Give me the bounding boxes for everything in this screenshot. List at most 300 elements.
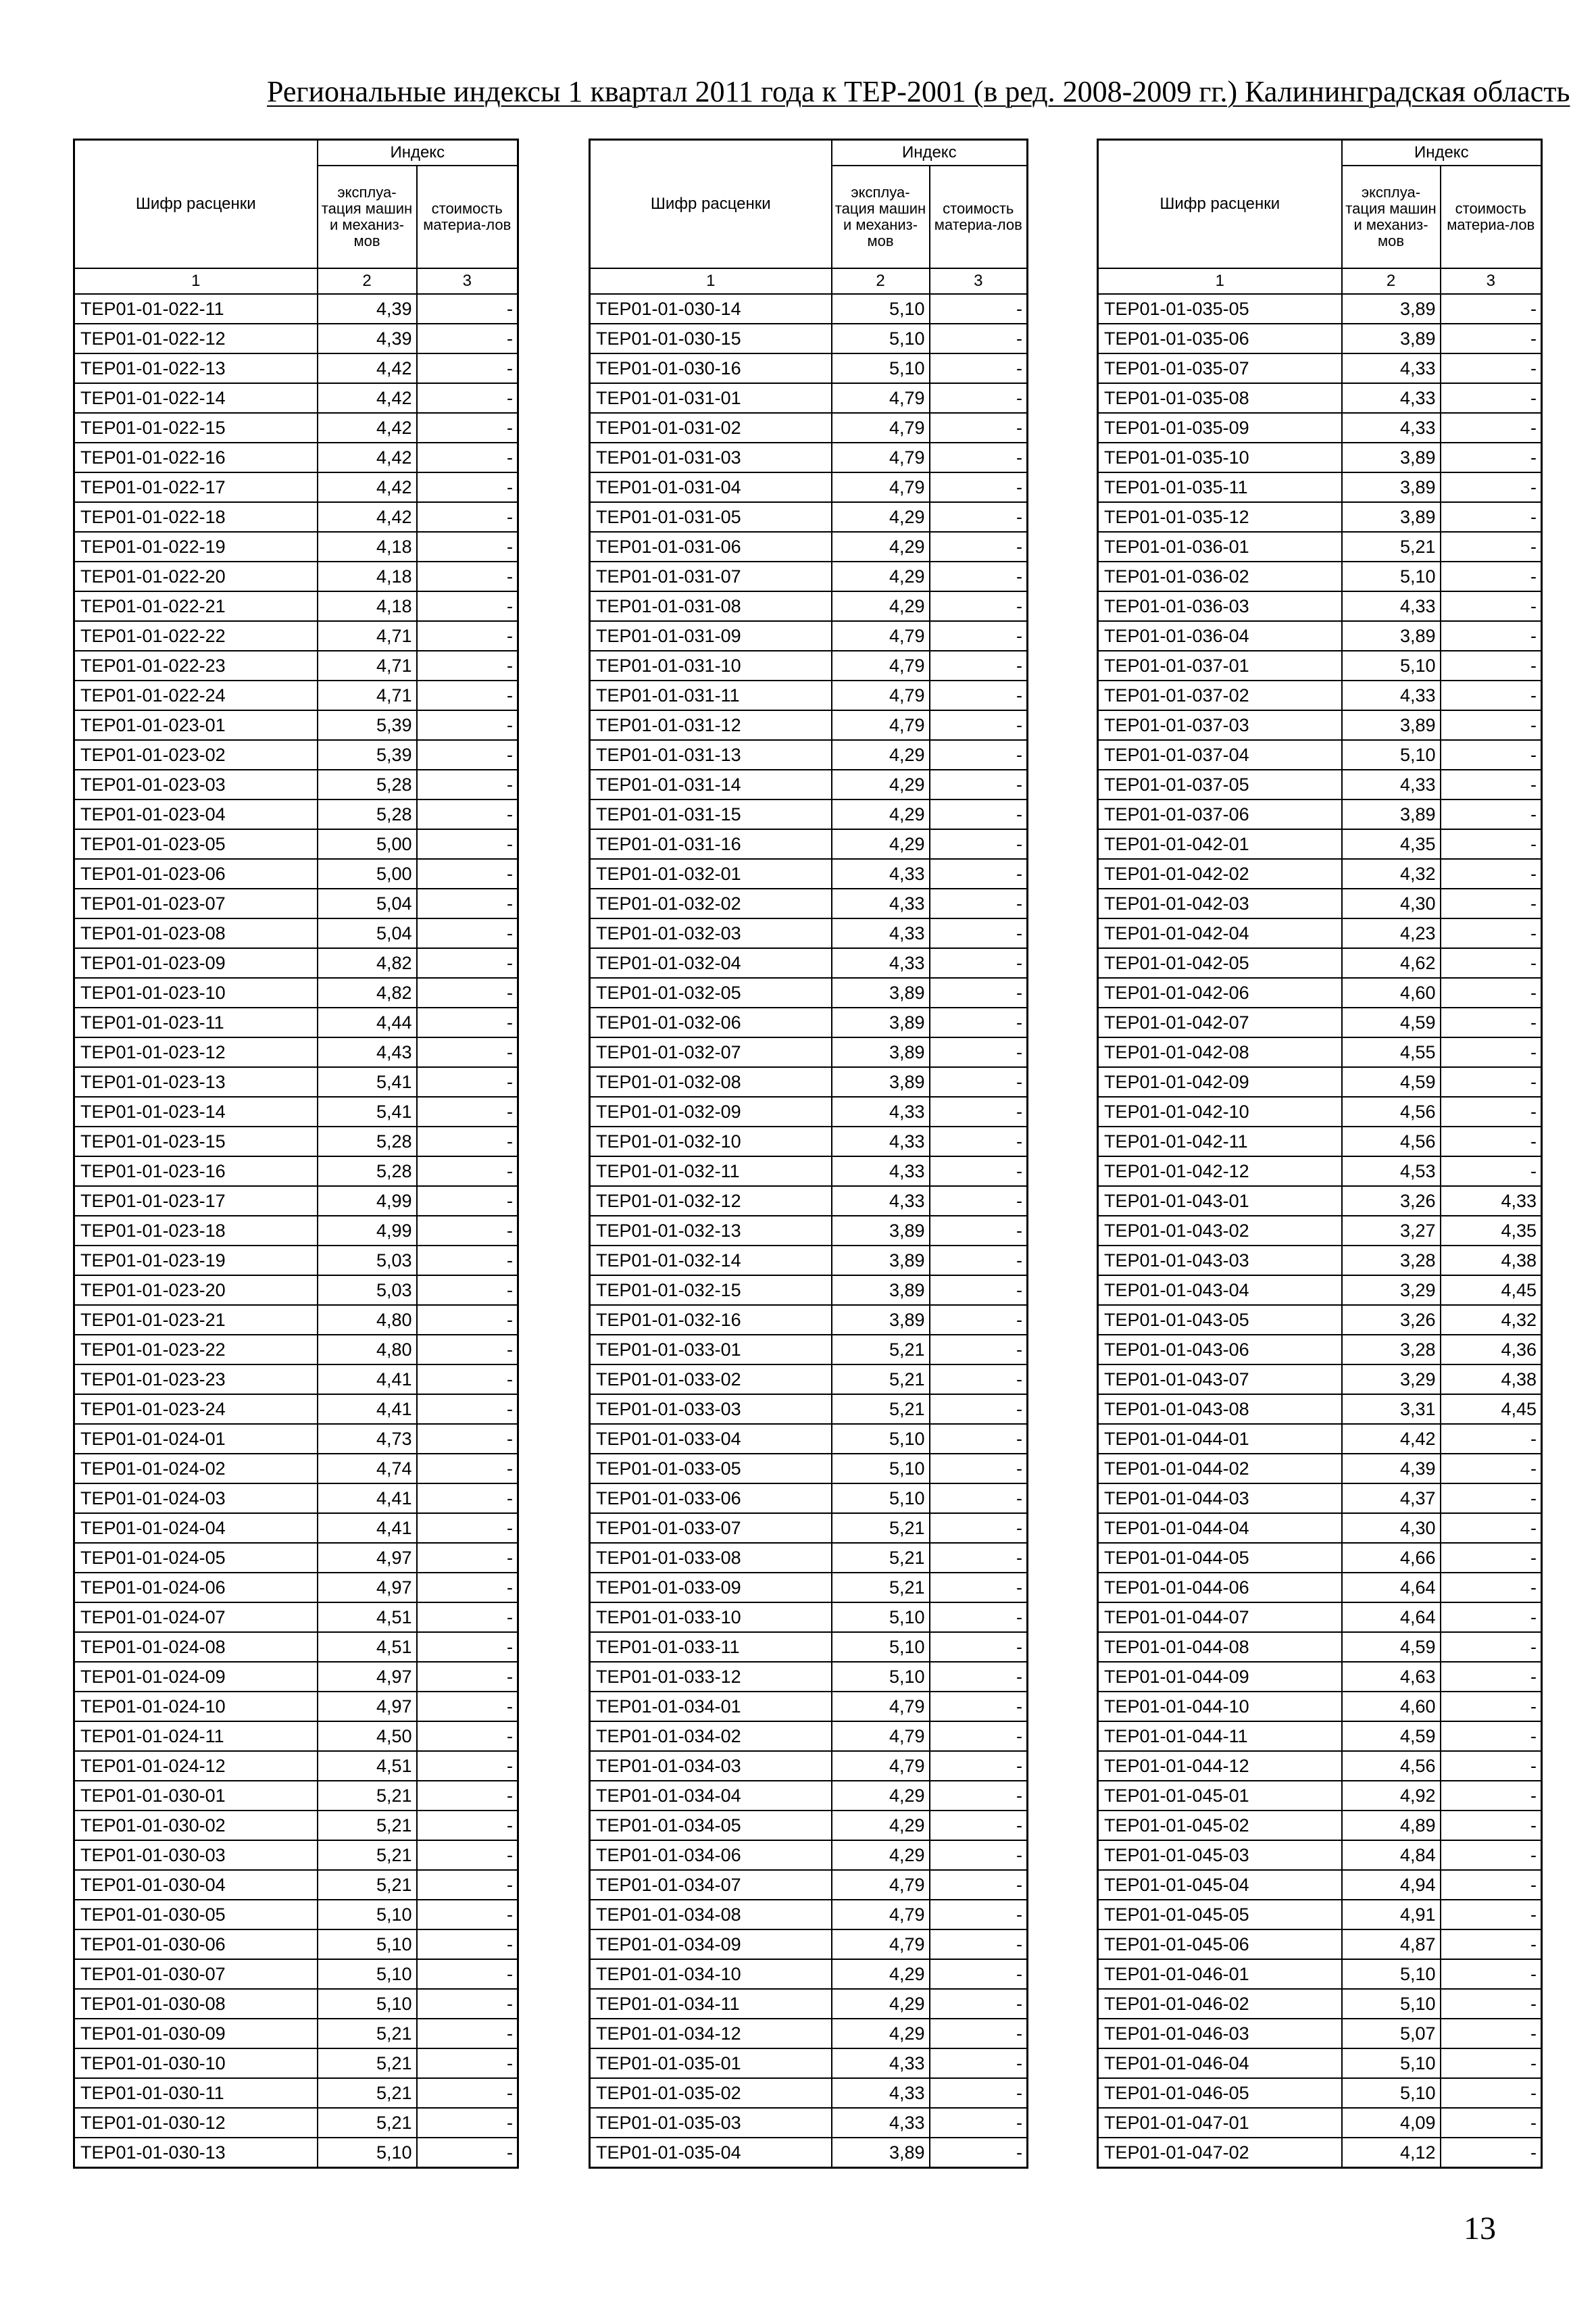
table-row bbox=[590, 1156, 1028, 1186]
table-row bbox=[74, 1811, 518, 1840]
materials-index-cell: - bbox=[417, 1662, 518, 1692]
rate-code-cell: ТЕР01-01-024-06 bbox=[74, 1573, 318, 1602]
table-row bbox=[590, 2078, 1028, 2108]
table-row bbox=[74, 859, 518, 889]
machines-index-cell: 4,29 bbox=[832, 1989, 930, 2019]
table-row bbox=[1098, 1632, 1542, 1662]
machines-index-cell: 5,21 bbox=[318, 2019, 417, 2048]
materials-index-cell: - bbox=[417, 591, 518, 621]
table-row bbox=[1098, 651, 1542, 681]
materials-index-cell: - bbox=[1441, 1870, 1542, 1900]
machines-index-cell: 5,21 bbox=[1342, 532, 1441, 562]
machines-index-cell: 4,66 bbox=[1342, 1543, 1441, 1573]
machines-index-cell: 5,04 bbox=[318, 889, 417, 918]
rate-code-cell: ТЕР01-01-043-05 bbox=[1098, 1305, 1342, 1335]
rate-code-cell: ТЕР01-01-022-12 bbox=[74, 324, 318, 353]
table-row bbox=[590, 740, 1028, 770]
rate-code-cell: ТЕР01-01-023-23 bbox=[74, 1364, 318, 1394]
machines-index-cell: 4,33 bbox=[832, 859, 930, 889]
rate-code-cell: ТЕР01-01-031-03 bbox=[590, 443, 832, 472]
materials-index-cell: - bbox=[1441, 1008, 1542, 1037]
materials-index-cell: - bbox=[417, 1127, 518, 1156]
table-row bbox=[590, 562, 1028, 591]
machines-index-cell: 4,53 bbox=[1342, 1156, 1441, 1186]
materials-index-cell: 4,33 bbox=[1441, 1186, 1542, 1216]
rate-code-cell: ТЕР01-01-023-05 bbox=[74, 829, 318, 859]
table-row bbox=[1098, 1989, 1542, 2019]
machines-index-cell: 4,82 bbox=[318, 948, 417, 978]
machines-index-cell: 4,42 bbox=[318, 502, 417, 532]
table-row bbox=[74, 799, 518, 829]
table-row bbox=[74, 1483, 518, 1513]
materials-index-cell: - bbox=[930, 1008, 1028, 1037]
machines-index-cell: 5,10 bbox=[1342, 1959, 1441, 1989]
table-row bbox=[74, 1751, 518, 1781]
materials-index-cell: - bbox=[930, 294, 1028, 324]
materials-index-cell: - bbox=[930, 1335, 1028, 1364]
rate-code-cell: ТЕР01-01-030-16 bbox=[590, 353, 832, 383]
materials-index-cell: - bbox=[1441, 1989, 1542, 2019]
rate-code-cell: ТЕР01-01-042-11 bbox=[1098, 1127, 1342, 1156]
table-row bbox=[1098, 1037, 1542, 1067]
materials-index-cell: - bbox=[1441, 1840, 1542, 1870]
materials-index-cell: - bbox=[930, 532, 1028, 562]
table-row bbox=[1098, 740, 1542, 770]
header-col-number: 3 bbox=[1441, 268, 1542, 294]
materials-index-cell: - bbox=[417, 2019, 518, 2048]
rate-code-cell: ТЕР01-01-034-02 bbox=[590, 1721, 832, 1751]
table-row bbox=[590, 1364, 1028, 1394]
header-code: Шифр расценки bbox=[74, 140, 318, 269]
rate-code-cell: ТЕР01-01-044-12 bbox=[1098, 1751, 1342, 1781]
materials-index-cell: - bbox=[1441, 889, 1542, 918]
materials-index-cell: - bbox=[417, 324, 518, 353]
machines-index-cell: 5,10 bbox=[832, 353, 930, 383]
rate-code-cell: ТЕР01-01-034-03 bbox=[590, 1751, 832, 1781]
rate-code-cell: ТЕР01-01-022-18 bbox=[74, 502, 318, 532]
rate-code-cell: ТЕР01-01-034-10 bbox=[590, 1959, 832, 1989]
machines-index-cell: 4,79 bbox=[832, 472, 930, 502]
machines-index-cell: 4,29 bbox=[832, 1781, 930, 1811]
machines-index-cell: 4,43 bbox=[318, 1037, 417, 1067]
table-row bbox=[74, 681, 518, 710]
table-row bbox=[590, 1781, 1028, 1811]
machines-index-cell: 4,74 bbox=[318, 1454, 417, 1483]
table-row bbox=[590, 889, 1028, 918]
machines-index-cell: 5,21 bbox=[832, 1394, 930, 1424]
materials-index-cell: - bbox=[1441, 1900, 1542, 1929]
machines-index-cell: 4,79 bbox=[832, 651, 930, 681]
rate-code-cell: ТЕР01-01-024-03 bbox=[74, 1483, 318, 1513]
machines-index-cell: 4,18 bbox=[318, 591, 417, 621]
table-row bbox=[590, 1662, 1028, 1692]
rate-code-cell: ТЕР01-01-023-03 bbox=[74, 770, 318, 799]
machines-index-cell: 4,33 bbox=[1342, 413, 1441, 443]
rate-code-cell: ТЕР01-01-023-08 bbox=[74, 918, 318, 948]
machines-index-cell: 5,10 bbox=[318, 1900, 417, 1929]
rates-table-2 bbox=[589, 139, 1028, 2169]
machines-index-cell: 5,04 bbox=[318, 918, 417, 948]
rate-code-cell: ТЕР01-01-045-02 bbox=[1098, 1811, 1342, 1840]
materials-index-cell: - bbox=[930, 2108, 1028, 2138]
materials-index-cell: - bbox=[1441, 324, 1542, 353]
table-row bbox=[590, 1632, 1028, 1662]
materials-index-cell: 4,32 bbox=[1441, 1305, 1542, 1335]
rate-code-cell: ТЕР01-01-022-19 bbox=[74, 532, 318, 562]
rate-code-cell: ТЕР01-01-023-13 bbox=[74, 1067, 318, 1097]
materials-index-cell: - bbox=[930, 2138, 1028, 2168]
table-row bbox=[590, 324, 1028, 353]
rate-code-cell: ТЕР01-01-030-09 bbox=[74, 2019, 318, 2048]
materials-index-cell: - bbox=[417, 1364, 518, 1394]
materials-index-cell: - bbox=[930, 1424, 1028, 1454]
machines-index-cell: 4,79 bbox=[832, 1692, 930, 1721]
table-row bbox=[1098, 918, 1542, 948]
materials-index-cell: - bbox=[1441, 383, 1542, 413]
rate-code-cell: ТЕР01-01-030-08 bbox=[74, 1989, 318, 2019]
machines-index-cell: 4,29 bbox=[832, 532, 930, 562]
rate-code-cell: ТЕР01-01-043-01 bbox=[1098, 1186, 1342, 1216]
machines-index-cell: 4,97 bbox=[318, 1662, 417, 1692]
table-row bbox=[590, 621, 1028, 651]
rate-code-cell: ТЕР01-01-032-04 bbox=[590, 948, 832, 978]
machines-index-cell: 4,30 bbox=[1342, 1513, 1441, 1543]
materials-index-cell: - bbox=[417, 1929, 518, 1959]
rate-code-cell: ТЕР01-01-022-15 bbox=[74, 413, 318, 443]
table-row bbox=[590, 502, 1028, 532]
table-row bbox=[74, 621, 518, 651]
machines-index-cell: 5,10 bbox=[832, 1662, 930, 1692]
rates-table-1 bbox=[73, 139, 519, 2169]
materials-index-cell: - bbox=[930, 1067, 1028, 1097]
rate-code-cell: ТЕР01-01-024-04 bbox=[74, 1513, 318, 1543]
machines-index-cell: 5,28 bbox=[318, 1156, 417, 1186]
header-materials: стоимость материа-лов bbox=[1441, 166, 1542, 268]
machines-index-cell: 3,29 bbox=[1342, 1275, 1441, 1305]
materials-index-cell: - bbox=[930, 651, 1028, 681]
table-row bbox=[1098, 1929, 1542, 1959]
table-row bbox=[1098, 562, 1542, 591]
materials-index-cell: - bbox=[417, 799, 518, 829]
materials-index-cell: - bbox=[930, 1543, 1028, 1573]
table-row bbox=[74, 294, 518, 324]
machines-index-cell: 4,41 bbox=[318, 1483, 417, 1513]
materials-index-cell: - bbox=[417, 413, 518, 443]
materials-index-cell: - bbox=[417, 1305, 518, 1335]
machines-index-cell: 4,18 bbox=[318, 532, 417, 562]
table-row bbox=[590, 353, 1028, 383]
machines-index-cell: 3,89 bbox=[1342, 443, 1441, 472]
materials-index-cell: - bbox=[417, 1602, 518, 1632]
machines-index-cell: 4,41 bbox=[318, 1364, 417, 1394]
materials-index-cell: - bbox=[930, 710, 1028, 740]
rate-code-cell: ТЕР01-01-035-07 bbox=[1098, 353, 1342, 383]
materials-index-cell: - bbox=[930, 978, 1028, 1008]
table-row bbox=[74, 1632, 518, 1662]
materials-index-cell: - bbox=[417, 1721, 518, 1751]
rate-code-cell: ТЕР01-01-033-10 bbox=[590, 1602, 832, 1632]
table-row bbox=[74, 1097, 518, 1127]
machines-index-cell: 4,33 bbox=[832, 2078, 930, 2108]
table-row bbox=[1098, 1216, 1542, 1246]
materials-index-cell: - bbox=[930, 562, 1028, 591]
machines-index-cell: 3,28 bbox=[1342, 1335, 1441, 1364]
rate-code-cell: ТЕР01-01-022-16 bbox=[74, 443, 318, 472]
table-row bbox=[590, 1929, 1028, 1959]
table-row bbox=[590, 681, 1028, 710]
materials-index-cell: - bbox=[930, 2048, 1028, 2078]
table-row bbox=[590, 829, 1028, 859]
table-row bbox=[74, 1364, 518, 1394]
materials-index-cell: - bbox=[417, 621, 518, 651]
header-col-number: 1 bbox=[590, 268, 832, 294]
table-row bbox=[1098, 383, 1542, 413]
rate-code-cell: ТЕР01-01-036-02 bbox=[1098, 562, 1342, 591]
machines-index-cell: 5,41 bbox=[318, 1097, 417, 1127]
table-row bbox=[74, 2019, 518, 2048]
rate-code-cell: ТЕР01-01-037-04 bbox=[1098, 740, 1342, 770]
header-machines: эксплуа-тация машин и механиз-мов bbox=[1342, 166, 1441, 268]
table-row bbox=[590, 1067, 1028, 1097]
table-row bbox=[1098, 1513, 1542, 1543]
materials-index-cell: - bbox=[417, 651, 518, 681]
machines-index-cell: 4,42 bbox=[1342, 1424, 1441, 1454]
rate-code-cell: ТЕР01-01-022-23 bbox=[74, 651, 318, 681]
rate-code-cell: ТЕР01-01-022-20 bbox=[74, 562, 318, 591]
machines-index-cell: 4,79 bbox=[832, 413, 930, 443]
table-row bbox=[1098, 324, 1542, 353]
materials-index-cell: - bbox=[930, 2078, 1028, 2108]
rates-table-3 bbox=[1097, 139, 1543, 2169]
table-row bbox=[1098, 1781, 1542, 1811]
rate-code-cell: ТЕР01-01-043-08 bbox=[1098, 1394, 1342, 1424]
rate-code-cell: ТЕР01-01-037-05 bbox=[1098, 770, 1342, 799]
rate-code-cell: ТЕР01-01-035-11 bbox=[1098, 472, 1342, 502]
rate-code-cell: ТЕР01-01-033-11 bbox=[590, 1632, 832, 1662]
table-row bbox=[590, 1275, 1028, 1305]
table-row bbox=[590, 1008, 1028, 1037]
table-row bbox=[590, 1216, 1028, 1246]
materials-index-cell: - bbox=[930, 1483, 1028, 1513]
machines-index-cell: 5,39 bbox=[318, 740, 417, 770]
materials-index-cell: - bbox=[1441, 1692, 1542, 1721]
rate-code-cell: ТЕР01-01-023-16 bbox=[74, 1156, 318, 1186]
table-row bbox=[74, 651, 518, 681]
table-row bbox=[590, 1870, 1028, 1900]
table-row bbox=[1098, 1483, 1542, 1513]
machines-index-cell: 4,79 bbox=[832, 710, 930, 740]
materials-index-cell: - bbox=[1441, 2078, 1542, 2108]
table-row bbox=[1098, 1959, 1542, 1989]
machines-index-cell: 5,21 bbox=[318, 1840, 417, 1870]
materials-index-cell: - bbox=[1441, 1513, 1542, 1543]
rate-code-cell: ТЕР01-01-023-22 bbox=[74, 1335, 318, 1364]
table-row bbox=[1098, 443, 1542, 472]
materials-index-cell: - bbox=[930, 1781, 1028, 1811]
machines-index-cell: 5,10 bbox=[1342, 740, 1441, 770]
table-row bbox=[1098, 1573, 1542, 1602]
rate-code-cell: ТЕР01-01-035-02 bbox=[590, 2078, 832, 2108]
table-row bbox=[74, 472, 518, 502]
table-row bbox=[590, 1602, 1028, 1632]
materials-index-cell: - bbox=[1441, 948, 1542, 978]
materials-index-cell: - bbox=[417, 918, 518, 948]
materials-index-cell: - bbox=[930, 1959, 1028, 1989]
materials-index-cell: - bbox=[930, 1364, 1028, 1394]
machines-index-cell: 4,29 bbox=[832, 1840, 930, 1870]
machines-index-cell: 4,44 bbox=[318, 1008, 417, 1037]
rate-code-cell: ТЕР01-01-030-02 bbox=[74, 1811, 318, 1840]
table-row bbox=[1098, 1870, 1542, 1900]
materials-index-cell: - bbox=[417, 1840, 518, 1870]
rate-code-cell: ТЕР01-01-043-03 bbox=[1098, 1246, 1342, 1275]
table-row bbox=[590, 532, 1028, 562]
machines-index-cell: 4,29 bbox=[832, 829, 930, 859]
rate-code-cell: ТЕР01-01-024-11 bbox=[74, 1721, 318, 1751]
table-row bbox=[1098, 1602, 1542, 1632]
materials-index-cell: - bbox=[1441, 740, 1542, 770]
table-row bbox=[74, 1959, 518, 1989]
rate-code-cell: ТЕР01-01-035-08 bbox=[1098, 383, 1342, 413]
machines-index-cell: 5,28 bbox=[318, 799, 417, 829]
rate-code-cell: ТЕР01-01-042-03 bbox=[1098, 889, 1342, 918]
materials-index-cell: - bbox=[1441, 472, 1542, 502]
rate-code-cell: ТЕР01-01-031-14 bbox=[590, 770, 832, 799]
machines-index-cell: 5,21 bbox=[318, 2048, 417, 2078]
table-row bbox=[590, 1246, 1028, 1275]
machines-index-cell: 5,10 bbox=[832, 294, 930, 324]
machines-index-cell: 4,39 bbox=[318, 324, 417, 353]
rate-code-cell: ТЕР01-01-032-16 bbox=[590, 1305, 832, 1335]
machines-index-cell: 4,56 bbox=[1342, 1127, 1441, 1156]
machines-index-cell: 5,10 bbox=[1342, 651, 1441, 681]
materials-index-cell: - bbox=[1441, 353, 1542, 383]
table-row bbox=[590, 443, 1028, 472]
table-row bbox=[74, 353, 518, 383]
materials-index-cell: - bbox=[1441, 502, 1542, 532]
materials-index-cell: - bbox=[417, 948, 518, 978]
materials-index-cell: - bbox=[930, 1394, 1028, 1424]
materials-index-cell: - bbox=[417, 1156, 518, 1186]
machines-index-cell: 4,50 bbox=[318, 1721, 417, 1751]
machines-index-cell: 5,21 bbox=[832, 1513, 930, 1543]
table-row bbox=[590, 1900, 1028, 1929]
rate-code-cell: ТЕР01-01-022-24 bbox=[74, 681, 318, 710]
rate-code-cell: ТЕР01-01-043-06 bbox=[1098, 1335, 1342, 1364]
machines-index-cell: 5,10 bbox=[1342, 1989, 1441, 2019]
materials-index-cell: - bbox=[1441, 1483, 1542, 1513]
machines-index-cell: 4,33 bbox=[832, 918, 930, 948]
machines-index-cell: 4,80 bbox=[318, 1305, 417, 1335]
table-row bbox=[74, 889, 518, 918]
machines-index-cell: 4,29 bbox=[832, 1811, 930, 1840]
table-row bbox=[590, 294, 1028, 324]
machines-index-cell: 4,33 bbox=[832, 948, 930, 978]
materials-index-cell: - bbox=[930, 889, 1028, 918]
machines-index-cell: 4,80 bbox=[318, 1335, 417, 1364]
materials-index-cell: - bbox=[1441, 1721, 1542, 1751]
machines-index-cell: 4,33 bbox=[1342, 770, 1441, 799]
table-row bbox=[74, 710, 518, 740]
rate-code-cell: ТЕР01-01-030-05 bbox=[74, 1900, 318, 1929]
table-row bbox=[74, 1305, 518, 1335]
table-row bbox=[590, 2138, 1028, 2168]
machines-index-cell: 4,29 bbox=[832, 770, 930, 799]
table-row bbox=[1098, 1097, 1542, 1127]
materials-index-cell: - bbox=[1441, 1929, 1542, 1959]
table-row bbox=[1098, 1811, 1542, 1840]
machines-index-cell: 4,79 bbox=[832, 383, 930, 413]
rate-code-cell: ТЕР01-01-034-07 bbox=[590, 1870, 832, 1900]
materials-index-cell: - bbox=[1441, 1811, 1542, 1840]
materials-index-cell: - bbox=[1441, 413, 1542, 443]
materials-index-cell: - bbox=[417, 1186, 518, 1216]
materials-index-cell: - bbox=[417, 1275, 518, 1305]
table-row bbox=[74, 1929, 518, 1959]
table-row bbox=[1098, 1454, 1542, 1483]
machines-index-cell: 4,18 bbox=[318, 562, 417, 591]
machines-index-cell: 4,35 bbox=[1342, 829, 1441, 859]
machines-index-cell: 5,41 bbox=[318, 1067, 417, 1097]
machines-index-cell: 4,42 bbox=[318, 443, 417, 472]
table-row bbox=[74, 443, 518, 472]
table-row bbox=[74, 1156, 518, 1186]
materials-index-cell: - bbox=[417, 1037, 518, 1067]
materials-index-cell: - bbox=[930, 1602, 1028, 1632]
materials-index-cell: 4,38 bbox=[1441, 1364, 1542, 1394]
machines-index-cell: 5,10 bbox=[832, 1454, 930, 1483]
rate-code-cell: ТЕР01-01-036-03 bbox=[1098, 591, 1342, 621]
machines-index-cell: 4,92 bbox=[1342, 1781, 1441, 1811]
table-row bbox=[590, 1721, 1028, 1751]
header-materials: стоимость материа-лов bbox=[417, 166, 518, 268]
table-row bbox=[74, 2138, 518, 2168]
machines-index-cell: 4,79 bbox=[832, 621, 930, 651]
machines-index-cell: 4,79 bbox=[832, 1929, 930, 1959]
machines-index-cell: 4,33 bbox=[832, 1097, 930, 1127]
rate-code-cell: ТЕР01-01-023-18 bbox=[74, 1216, 318, 1246]
materials-index-cell: - bbox=[930, 1305, 1028, 1335]
materials-index-cell: - bbox=[417, 532, 518, 562]
table-row bbox=[74, 918, 518, 948]
materials-index-cell: - bbox=[417, 1483, 518, 1513]
materials-index-cell: - bbox=[1441, 681, 1542, 710]
materials-index-cell: - bbox=[1441, 1543, 1542, 1573]
rate-code-cell: ТЕР01-01-044-09 bbox=[1098, 1662, 1342, 1692]
rate-code-cell: ТЕР01-01-042-06 bbox=[1098, 978, 1342, 1008]
rate-code-cell: ТЕР01-01-037-02 bbox=[1098, 681, 1342, 710]
rate-code-cell: ТЕР01-01-031-15 bbox=[590, 799, 832, 829]
machines-index-cell: 4,97 bbox=[318, 1573, 417, 1602]
materials-index-cell: - bbox=[417, 1900, 518, 1929]
rate-code-cell: ТЕР01-01-030-14 bbox=[590, 294, 832, 324]
rate-code-cell: ТЕР01-01-030-11 bbox=[74, 2078, 318, 2108]
machines-index-cell: 4,09 bbox=[1342, 2108, 1441, 2138]
table-row bbox=[74, 383, 518, 413]
table-row bbox=[1098, 1424, 1542, 1454]
rate-code-cell: ТЕР01-01-032-12 bbox=[590, 1186, 832, 1216]
rate-code-cell: ТЕР01-01-024-10 bbox=[74, 1692, 318, 1721]
header-col-number: 3 bbox=[930, 268, 1028, 294]
rate-code-cell: ТЕР01-01-031-08 bbox=[590, 591, 832, 621]
materials-index-cell: - bbox=[417, 740, 518, 770]
rate-code-cell: ТЕР01-01-030-12 bbox=[74, 2108, 318, 2138]
table-row bbox=[590, 859, 1028, 889]
table-row bbox=[1098, 502, 1542, 532]
materials-index-cell: - bbox=[417, 2048, 518, 2078]
rate-code-cell: ТЕР01-01-033-01 bbox=[590, 1335, 832, 1364]
table-row bbox=[74, 1216, 518, 1246]
